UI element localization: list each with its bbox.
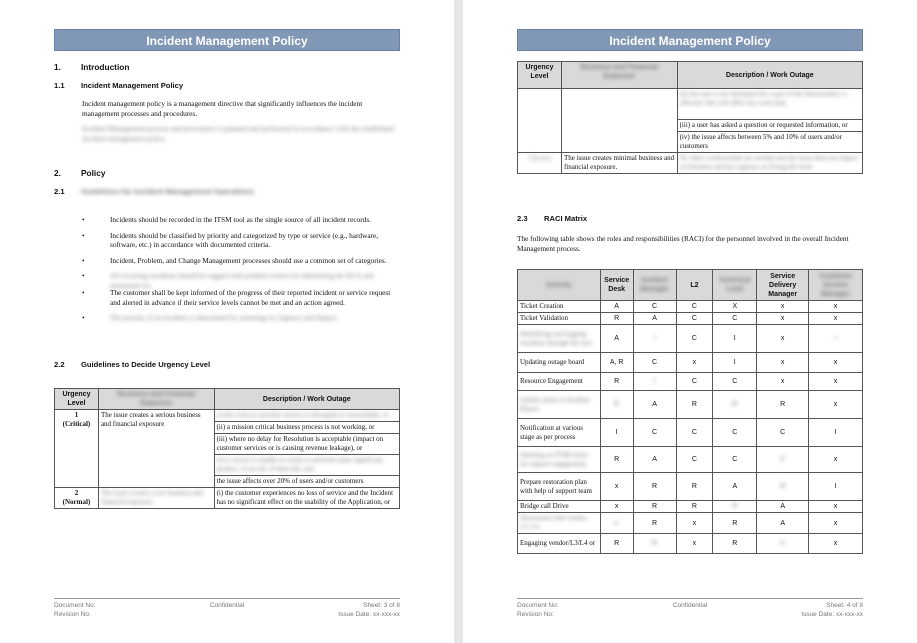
raci-value-cell: x — [757, 373, 809, 391]
page-banner-title: Incident Management Policy — [517, 29, 863, 51]
raci-value-cell: A — [757, 501, 809, 513]
section-number: 2.3 — [517, 214, 528, 223]
list-item: • Incident, Problem, and Change Management processes should use a common set of categories. — [82, 255, 387, 265]
raci-value-cell: R — [633, 501, 676, 513]
raci-value-cell: I — [633, 325, 676, 353]
exposure-cell — [561, 89, 677, 153]
raci-header-technical-lead: Technical Lead — [713, 270, 757, 301]
table-row — [518, 153, 863, 174]
raci-value-cell: C — [676, 419, 713, 447]
raci-value-cell: C — [757, 534, 809, 554]
raci-value-cell: x — [757, 325, 809, 353]
raci-value-cell: C — [676, 313, 713, 325]
raci-value-cell: I — [713, 353, 757, 373]
raci-activity-cell: Bridge call Drive — [518, 501, 601, 513]
section-2-3-heading — [517, 214, 587, 223]
bullet-icon: • — [82, 215, 85, 224]
section-title: Introduction — [81, 62, 130, 72]
urgency-level-cell — [518, 89, 562, 153]
policy-bullet-list — [82, 215, 402, 323]
raci-value-cell: C — [633, 419, 676, 447]
raci-value-cell: C — [757, 419, 809, 447]
bullet-icon: • — [82, 255, 85, 265]
document-page-4 — [463, 0, 917, 643]
raci-value-cell: C — [676, 325, 713, 353]
footer-sheet: Sheet: 4 of 8 — [826, 602, 863, 609]
footer-issue-date: Issue Date: xx-xxx-xx — [338, 611, 400, 618]
raci-value-cell: C — [676, 447, 713, 473]
raci-activity-cell: Update status to Incident Report — [518, 391, 601, 419]
raci-value-cell: A — [713, 473, 757, 501]
raci-value-cell: R — [600, 313, 633, 325]
exposure-cell: The issue creates a low business and financial exposure — [98, 488, 214, 509]
raci-value-cell: R — [713, 391, 757, 419]
description-cell: (i) the customer experiences no loss of service and the Incident has no significant effect on the usability of the Application, or — [214, 488, 399, 509]
section-2-1-heading — [54, 187, 254, 196]
description-cell: (i) the critical customer service is disrupted or unavailable, or — [214, 410, 399, 422]
section-title: Guidelines for Incident Management Operations — [81, 187, 254, 196]
footer-confidential: Confidential — [672, 602, 708, 609]
footer-doc-no: Document No: — [517, 602, 559, 609]
table-row — [55, 488, 400, 509]
table-row — [518, 325, 863, 353]
raci-header-activity: Activity — [518, 270, 601, 301]
section-title: Guidelines to Decide Urgency Level — [81, 360, 211, 369]
page-banner-title: Incident Management Policy — [54, 29, 400, 51]
list-item: • The customer shall be kept informed of the progress of their reported incident or service request and alerted in advance if their service levels cannot be met and an action agreed. — [82, 288, 391, 307]
raci-value-cell: I — [809, 419, 863, 447]
table-row — [518, 447, 863, 473]
raci-value-cell: R — [633, 534, 676, 554]
urgency-level-cell: 2 (Normal) — [55, 488, 99, 509]
table-row — [518, 513, 863, 534]
raci-activity-cell: Opening an ITSM ticket for support engagement — [518, 447, 601, 473]
raci-value-cell: R — [600, 373, 633, 391]
urgency-table-continued — [517, 61, 863, 174]
raci-value-cell: x — [809, 513, 863, 534]
raci-value-cell: x — [757, 313, 809, 325]
raci-activity-cell: Ticket Validation — [518, 313, 601, 325]
raci-activity-cell: Resource Engagement — [518, 373, 601, 391]
raci-value-cell: C — [713, 313, 757, 325]
raci-body — [518, 301, 863, 554]
raci-header-service-delivery-manager: Service Delivery Manager — [757, 270, 809, 301]
raci-value-cell: I — [633, 373, 676, 391]
page-footer — [517, 598, 863, 618]
table-header-description: Description / Work Outage — [214, 389, 399, 410]
raci-value-cell: x — [600, 473, 633, 501]
table-header-urgency: Urgency Level — [518, 62, 562, 89]
list-item: • Incidents should be classified by priority and categorized by type or service (e.g., hardware, software, etc.) in accordance with documented criteria. — [82, 230, 379, 249]
raci-value-cell: x — [809, 391, 863, 419]
table-row — [518, 534, 863, 554]
table-row — [518, 373, 863, 391]
description-cell: (iii) a user has asked a question or requested information, or — [677, 120, 862, 132]
section-1-1-heading — [54, 81, 183, 90]
table-row — [518, 501, 863, 513]
raci-value-cell: A — [600, 325, 633, 353]
raci-header-incident-manager: Incident Manager — [633, 270, 676, 301]
raci-activity-cell: Updating outage board — [518, 353, 601, 373]
raci-value-cell: x — [676, 534, 713, 554]
footer-rev-no: Revision No: — [517, 611, 554, 618]
raci-value-cell: C — [676, 301, 713, 313]
raci-header-service-desk: Service Desk — [600, 270, 633, 301]
list-item: • The priority of an incident is determined by assessing its Urgency and Impact. — [82, 313, 339, 322]
table-row — [518, 473, 863, 501]
table-header-exposure: Business and Financial Exposure — [561, 62, 677, 89]
bullet-icon: • — [82, 313, 85, 322]
exposure-cell: The issue creates a serious business and financial exposure — [98, 410, 214, 488]
section-number: 2.2 — [54, 360, 65, 369]
table-row — [55, 410, 400, 422]
footer-confidential: Confidential — [209, 602, 245, 609]
raci-value-cell: A — [600, 301, 633, 313]
raci-value-cell: I — [809, 473, 863, 501]
description-cell: (iv) the issue affects between 5% and 10% of users and/or customers — [677, 132, 862, 153]
list-item: • Incidents should be recorded in the ITSM tool as the single source of all incident records. — [82, 215, 371, 224]
section-number: 1. — [54, 62, 61, 72]
section-title: Policy — [81, 168, 106, 178]
footer-rev-no: Revision No: — [54, 611, 91, 618]
raci-value-cell: x — [676, 353, 713, 373]
section-2-2-heading — [54, 360, 210, 369]
raci-activity-cell: Discussion with vendor, L3, L4 — [518, 513, 601, 534]
urgency-level-cell: 3 (Low) — [518, 153, 562, 174]
description-cell: the issue affects over 20% of users and/or customers — [214, 476, 399, 488]
raci-value-cell: C — [757, 447, 809, 473]
table-header-description: Description / Work Outage — [677, 62, 862, 89]
raci-value-cell: x — [600, 501, 633, 513]
raci-value-cell: x — [809, 373, 863, 391]
raci-value-cell: R — [713, 501, 757, 513]
intro-paragraph: Incident management policy is a management directive that significantly influences the incident management processes and procedures. — [82, 99, 363, 118]
urgency-level-cell: 1 (Critical) — [55, 410, 99, 488]
raci-value-cell: x — [809, 313, 863, 325]
section-number: 1.1 — [54, 81, 65, 90]
table-row — [518, 419, 863, 447]
raci-value-cell: x — [809, 301, 863, 313]
raci-value-cell: A, R — [600, 353, 633, 373]
raci-activity-cell: Identifying and logging incidents through the tool — [518, 325, 601, 353]
page-footer — [54, 598, 400, 618]
raci-value-cell: R — [600, 534, 633, 554]
raci-value-cell: C — [676, 373, 713, 391]
raci-value-cell: C — [713, 419, 757, 447]
raci-value-cell: A — [633, 313, 676, 325]
raci-value-cell: R — [600, 391, 633, 419]
raci-intro-paragraph: The following table shows the roles and responsibilities (RACI) for the personnel involved in the overall Incident Management process. — [517, 234, 849, 253]
raci-value-cell: R — [600, 447, 633, 473]
raci-activity-cell: Engaging vendor/L3/L4 or — [518, 534, 601, 554]
raci-value-cell: I — [809, 325, 863, 353]
raci-value-cell: x — [757, 353, 809, 373]
raci-value-cell: A — [633, 391, 676, 419]
table-row — [518, 301, 863, 313]
bullet-icon: • — [82, 230, 85, 240]
raci-value-cell: x — [809, 534, 863, 554]
raci-value-cell: C — [713, 373, 757, 391]
description-cell: (ii) a mission critical business process is not working, or — [214, 422, 399, 434]
raci-value-cell: x — [757, 301, 809, 313]
raci-value-cell: A — [757, 513, 809, 534]
raci-header-customer-service-manager: Customer Service Manager — [809, 270, 863, 301]
raci-value-cell: x — [809, 501, 863, 513]
raci-value-cell: R — [757, 473, 809, 501]
section-number: 2.1 — [54, 187, 65, 196]
raci-value-cell: A — [633, 447, 676, 473]
table-header-urgency: Urgency Level — [55, 389, 99, 410]
section-number: 2. — [54, 168, 61, 178]
urgency-table — [54, 388, 400, 509]
document-page-3 — [0, 0, 454, 643]
description-cell: (iii) where no delay for Resolution is acceptable (impact on customer services or is causing revenue leakage), or — [214, 434, 399, 455]
bullet-icon: • — [82, 288, 85, 297]
table-row — [518, 89, 863, 120]
section-1-heading — [54, 62, 129, 72]
description-cell: No other workarounds are needed and the issue does not impact on business and has urgency on fixing the issue — [677, 153, 862, 174]
raci-value-cell: R — [713, 534, 757, 554]
bullet-icon: • — [82, 271, 85, 280]
raci-value-cell: R — [757, 391, 809, 419]
exposure-cell: The issue creates minimal business and financial exposure. — [561, 153, 677, 174]
raci-value-cell: x — [600, 513, 633, 534]
table-header-exposure: Business and Financial Exposure — [98, 389, 214, 410]
blurred-paragraph: Incident Management process and procedures is planned and performed in accordance with the established incident management policy. — [82, 124, 394, 143]
raci-value-cell: C — [713, 447, 757, 473]
raci-value-cell: x — [809, 447, 863, 473]
description-cell: (iv) a server is unable to create or perform some significant product, if not all, of their job, and — [214, 455, 399, 476]
raci-activity-cell: Prepare restoration plan with help of support team — [518, 473, 601, 501]
raci-value-cell: R — [633, 473, 676, 501]
raci-value-cell: I — [600, 419, 633, 447]
footer-sheet: Sheet: 3 of 8 — [363, 602, 400, 609]
raci-value-cell: C — [633, 353, 676, 373]
raci-value-cell: R — [676, 391, 713, 419]
raci-value-cell: x — [809, 353, 863, 373]
table-row — [518, 353, 863, 373]
raci-value-cell: C — [633, 301, 676, 313]
section-title: RACI Matrix — [544, 214, 588, 223]
raci-value-cell: R — [713, 513, 757, 534]
section-title: Incident Management Policy — [81, 81, 184, 90]
section-2-heading — [54, 168, 105, 178]
raci-activity-cell: Ticket Creation — [518, 301, 601, 313]
description-cell: (ii) the user is not disrupted but a part of the functionality is affected, this will affect the work plan — [677, 89, 862, 120]
list-item: • All recurring incidents should be logged with problem tickets for identifying the RCA and permanent fix. — [82, 271, 374, 290]
footer-issue-date: Issue Date: xx-xxx-xx — [801, 611, 863, 618]
raci-value-cell: I — [713, 325, 757, 353]
raci-value-cell: x — [676, 513, 713, 534]
raci-value-cell: R — [633, 513, 676, 534]
raci-header-l2: L2 — [676, 270, 713, 301]
raci-matrix-table — [517, 269, 863, 554]
raci-value-cell: X — [713, 301, 757, 313]
footer-doc-no: Document No: — [54, 602, 96, 609]
raci-value-cell: R — [676, 501, 713, 513]
table-row — [518, 313, 863, 325]
raci-value-cell: R — [676, 473, 713, 501]
table-row — [518, 391, 863, 419]
raci-activity-cell: Notification at various stage as per process — [518, 419, 601, 447]
